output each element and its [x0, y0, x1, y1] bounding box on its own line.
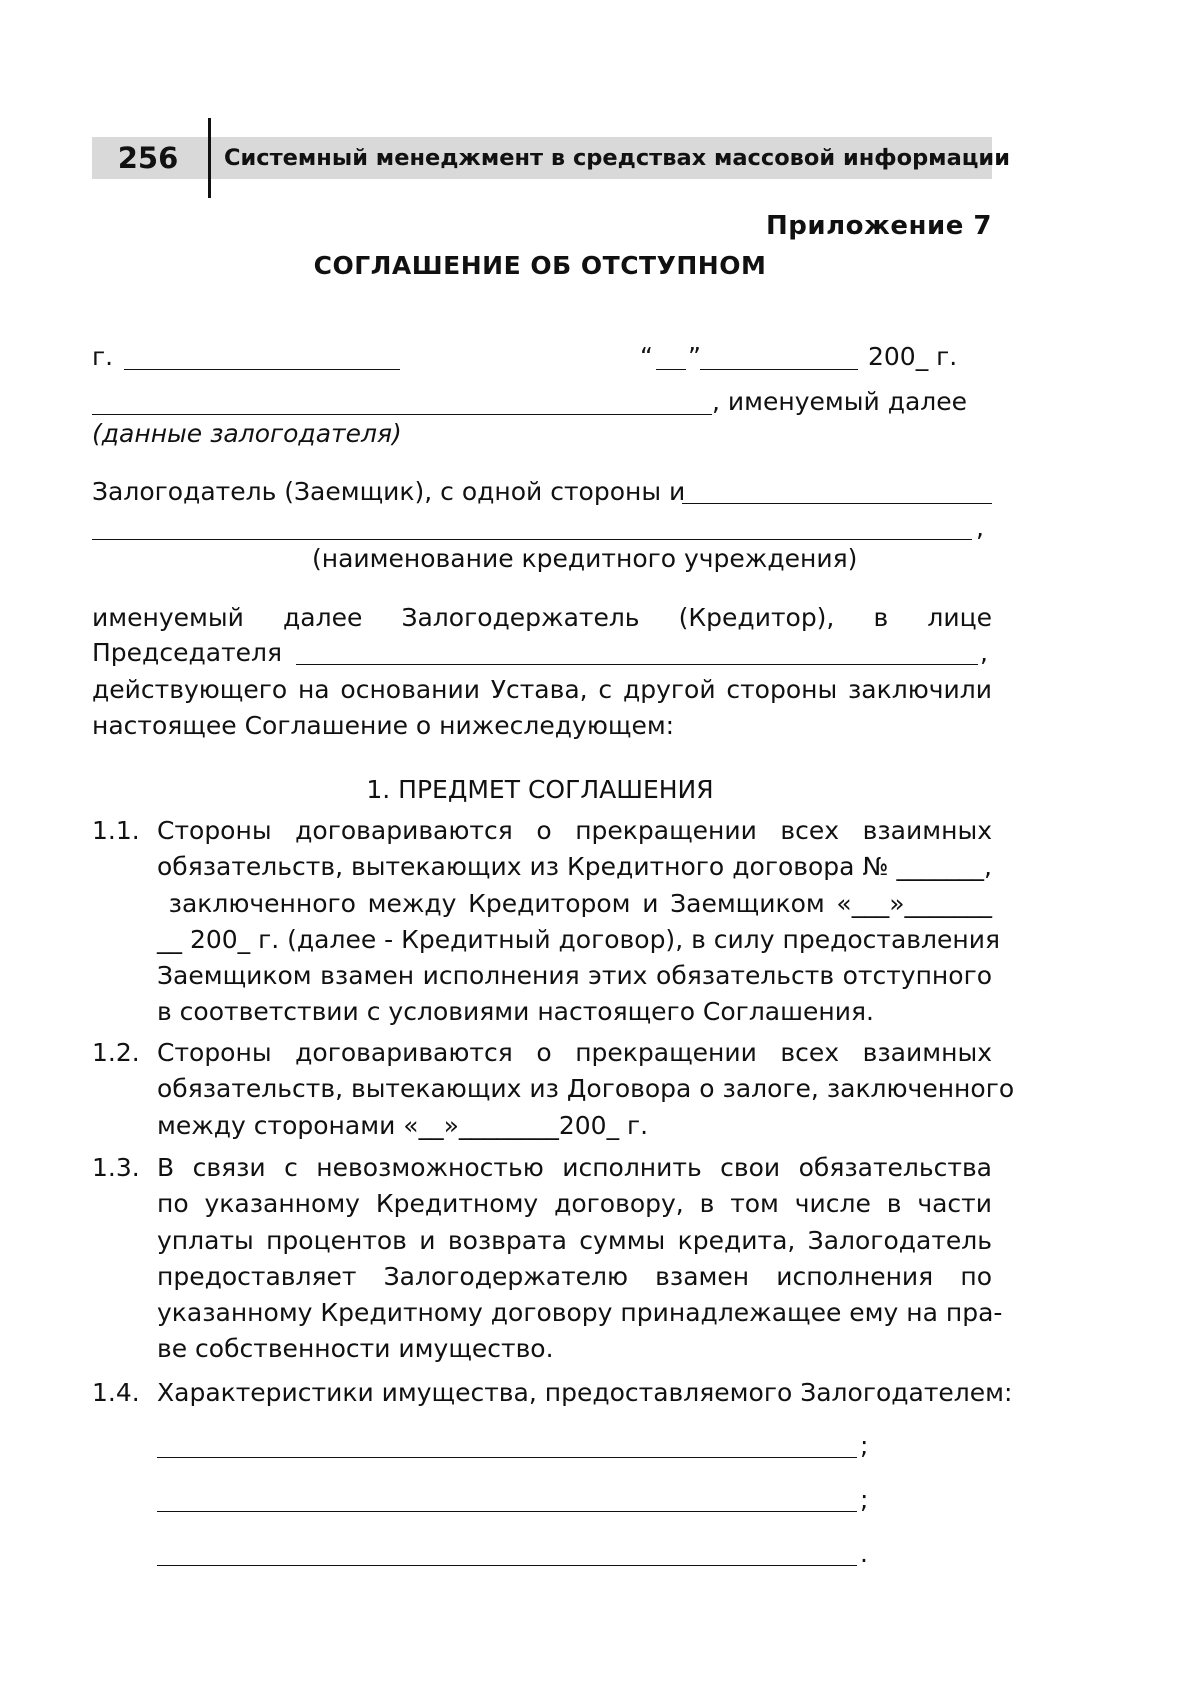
clause-line: заключенного между Кредитором и Заемщиком «___»_______: [157, 888, 992, 918]
clause-number: 1.4.: [92, 1378, 140, 1407]
pledgor-hint: (данные залогодателя): [92, 419, 402, 448]
clause-line: предоставляет Залогодержателю взамен исполнения по: [157, 1261, 992, 1291]
acting-line: действующего на основании Устава, с другой стороны заключили: [92, 675, 992, 704]
clause-1-1: [157, 813, 1001, 1031]
clause-line: Стороны договариваются о прекращении всех взаимных: [157, 816, 992, 845]
clause-number: 1.3.: [92, 1153, 140, 1182]
agreed-line: настоящее Соглашение о нижеследующем:: [92, 711, 675, 740]
clause-line: в соответствии с условиями настоящего Соглашения.: [157, 997, 874, 1027]
bank-hint: (наименование кредитного учреждения): [312, 544, 858, 573]
city-prefix: г.: [92, 342, 114, 371]
clause-line: обязательств, вытекающих из Кредитного договора № _______,: [157, 852, 992, 882]
chairman-label: Председателя: [92, 638, 283, 667]
section-1-heading: 1. ПРЕДМЕТ СОГЛАШЕНИЯ: [366, 775, 714, 804]
clause-line: ве собственности имущество.: [157, 1334, 554, 1364]
clause-1-3: [157, 1150, 1003, 1368]
document-title: СОГЛАШЕНИЕ ОБ ОТСТУПНОМ: [313, 251, 767, 280]
clause-line: Заемщиком взамен исполнения этих обязательств отступного: [157, 961, 992, 991]
clause-line: Стороны договариваются о прекращении всех взаимных: [157, 1038, 992, 1067]
clause-line: В связи с невозможностью исполнить свои обязательства: [157, 1153, 992, 1182]
city-blank: [124, 369, 400, 370]
property-blank-3: [157, 1565, 857, 1566]
running-title: Системный менеджмент в средствах массовой информации: [224, 145, 1010, 171]
clause-1-2: [157, 1035, 1015, 1144]
property-blank-end: .: [860, 1539, 868, 1568]
named-further-text: , именуемый далее: [712, 387, 968, 416]
clause-line: по указанному Кредитному договору, в том числе в части: [157, 1189, 992, 1219]
day-blank: [656, 369, 686, 370]
clause-number: 1.1.: [92, 816, 140, 845]
clause-line: уплаты процентов и возврата суммы кредита, Залогодатель: [157, 1225, 992, 1255]
page-number: 256: [117, 141, 179, 175]
clause-line: __ 200_ г. (далее - Кредитный договор), в силу предоставления: [157, 924, 1001, 954]
pledgee-line: именуемый далее Залогодержатель (Кредитор), в лице: [92, 603, 992, 632]
property-blank-end: ;: [860, 1485, 869, 1514]
date-close-quote: ”: [688, 342, 701, 371]
pledgee-blank-1: [682, 503, 992, 504]
pledgor-line: Залогодатель (Заемщик), с одной стороны и: [92, 477, 686, 506]
clause-1-4: [157, 1375, 1013, 1411]
pledgor-blank: [92, 414, 712, 415]
clause-number: 1.2.: [92, 1038, 140, 1067]
date-open-quote: “: [640, 342, 653, 371]
clause-line: Характеристики имущества, предоставляемого Залогодателем:: [157, 1378, 1013, 1407]
property-blank-1: [157, 1457, 857, 1458]
pledgee-comma: ,: [976, 513, 984, 542]
running-header-divider: [208, 118, 211, 198]
appendix-label: Приложение 7: [766, 211, 992, 241]
clause-line: обязательств, вытекающих из Договора о залоге, заключенного: [157, 1074, 1015, 1104]
clause-line: указанному Кредитному договору принадлежащее ему на пра-: [157, 1298, 1003, 1328]
pledgee-blank-2: [92, 539, 972, 540]
month-blank: [700, 369, 858, 370]
property-blank-end: ;: [860, 1431, 869, 1460]
chairman-comma: ,: [980, 638, 988, 667]
year-suffix: 200_ г.: [868, 342, 958, 371]
chairman-blank: [296, 664, 978, 665]
property-blank-2: [157, 1511, 857, 1512]
clause-line: между сторонами «__»________200_ г.: [157, 1110, 649, 1140]
